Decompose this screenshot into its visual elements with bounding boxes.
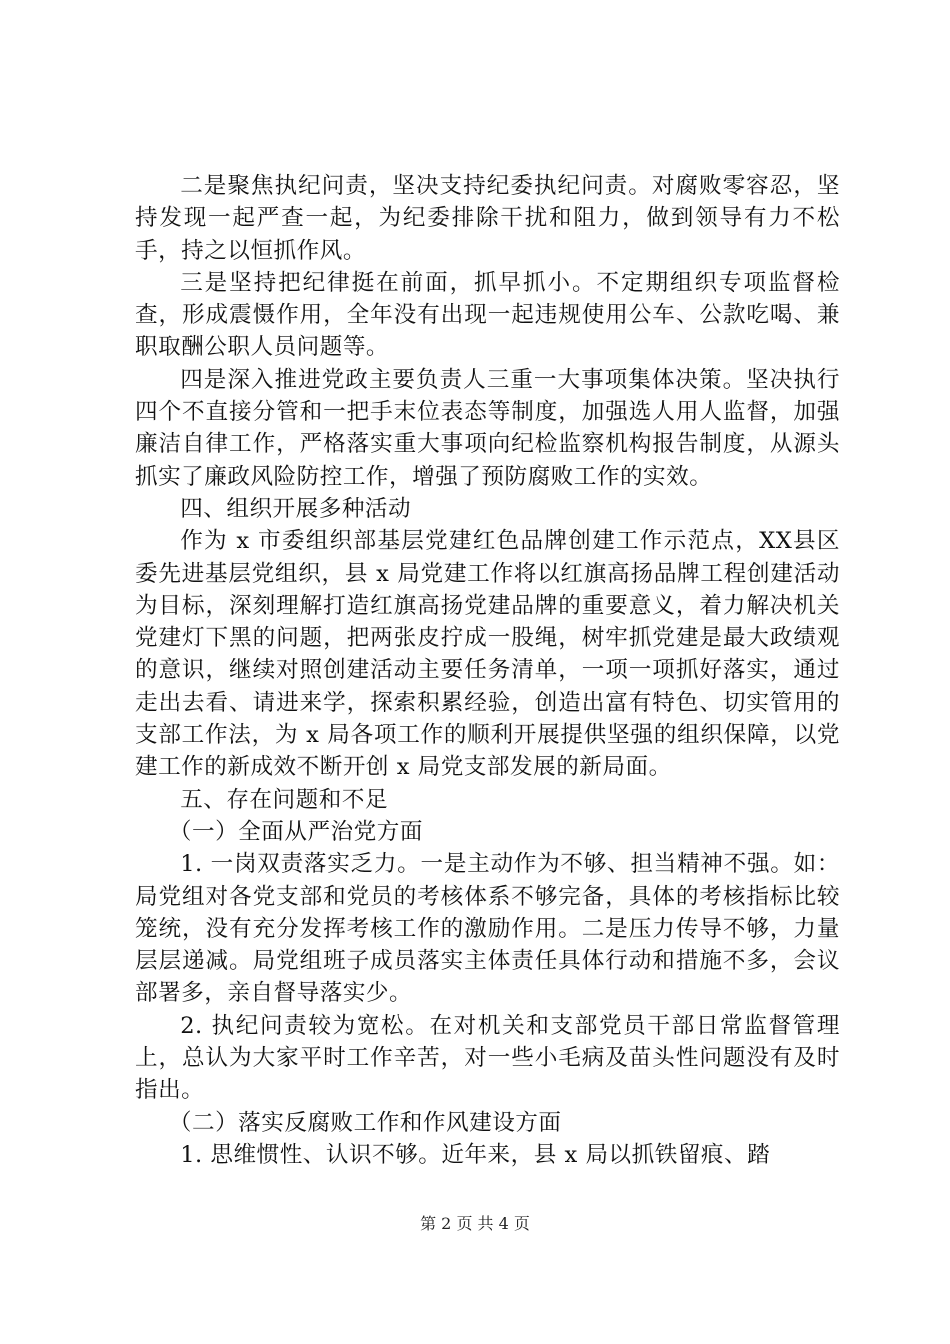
paragraph-discipline-accountability: 二是聚焦执纪问责，坚决支持纪委执纪问责。对腐败零容忍，坚持发现一起严查一起，为纪委排除干扰和阻力，做到领导有力不松手，持之以恒抓作风。 — [135, 173, 840, 264]
paragraph-collective-decision: 四是深入推进党政主要负责人三重一大事项集体决策。坚决执行四个不直接分管和一把手末位表态等制度，加强选人用人监督，加强廉洁自律工作，严格落实重大事项向纪检监察机构报告制度，从源头抓实了廉政风险防控工作，增强了预防腐败工作的实效。 — [135, 366, 840, 490]
section-heading-problems: 五、存在问题和不足 — [180, 786, 389, 813]
paragraph-discipline-front: 三是坚持把纪律挺在前面，抓早抓小。不定期组织专项监督检查，形成震慑作用，全年没有出现一起违规使用公车、公款吃喝、兼职取酬公职人员问题等。 — [135, 269, 840, 361]
paragraph-thinking-inertia: 1. 思维惯性、认识不够。近年来，县 x 局以抓铁留痕、踏 — [180, 1141, 771, 1168]
paragraph-lenient-accountability: 2. 执纪问责较为宽松。在对机关和支部党员干部日常监督管理上，总认为大家平时工作辛苦，对一些小毛病及苗头性问题没有及时指出。 — [135, 1012, 840, 1104]
section-heading-activities: 四、组织开展多种活动 — [180, 495, 412, 522]
document-body — [135, 170, 840, 1171]
paragraph-dual-responsibility: 1. 一岗双责落实乏力。一是主动作为不够、担当精神不强。如：局党组对各党支部和党员的考核体系不够完备，具体的考核指标比较笼统，没有充分发挥考核工作的激励作用。二是压力传导不够，力量层层递减。局党组班子成员落实主体责任具体行动和措施不多，会议部署多，亲自督导落实少。 — [135, 851, 840, 1007]
subsection-heading-strict-governance: （一）全面从严治党方面 — [168, 818, 423, 845]
paragraph-party-brand: 作为 x 市委组织部基层党建红色品牌创建工作示范点，XX县区委先进基层党组织，县 x 局党建工作将以红旗高扬品牌工程创建活动为目标，深刻理解打造红旗高扬党建品牌的重要意义，着力解决机关党建灯下黑的问题，把两张皮拧成一股绳，树牢抓党建是最大政绩观的意识，继续对照创建活动主要任务清单，一项一项抓好落实，通过走出去看、请进来学，探索积累经验，创造出富有特色、切实管用的支部工作法，为 x 局各项工作的顺利开展提供坚强的组织保障，以党建工作的新成效不断开创 x 局党支部发展的新局面。 — [135, 528, 840, 781]
page-number-footer: 第 2 页 共 4 页 — [420, 1214, 530, 1233]
subsection-heading-anti-corruption: （二）落实反腐败工作和作风建设方面 — [168, 1109, 562, 1136]
